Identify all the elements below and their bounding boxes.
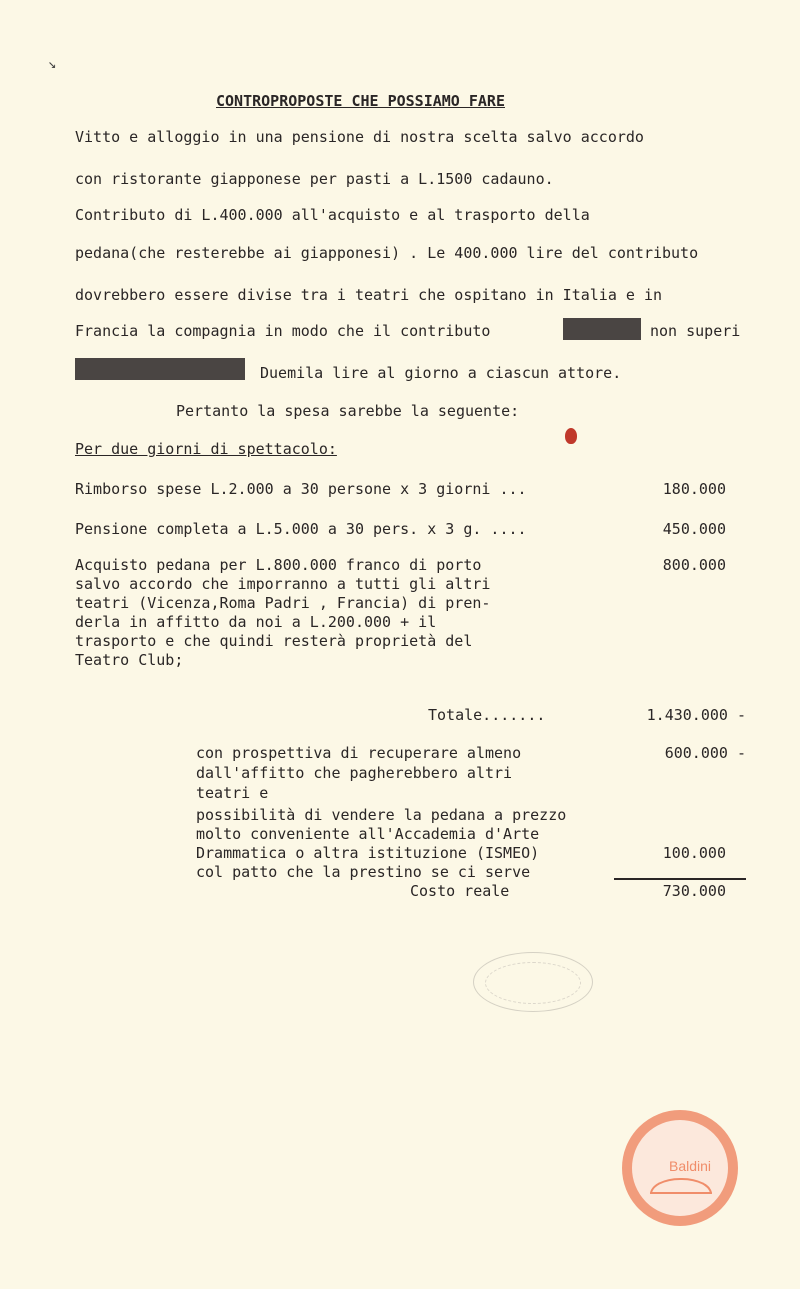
document-title: CONTROPROPOSTE CHE POSSIAMO FARE <box>216 92 505 110</box>
total-label: Totale....... <box>428 706 546 724</box>
paragraph-line: Duemila lire al giorno a ciascun attore. <box>260 364 622 382</box>
paragraph-line: Contributo di L.400.000 all'acquisto e al trasporto della <box>75 206 590 224</box>
purchase-line: trasporto e che quindi resterà proprietà del <box>75 632 473 650</box>
final-amount: 730.000 <box>662 882 726 900</box>
stamp-inner-outline <box>485 962 581 1004</box>
paragraph-line: Vitto e alloggio in una pensione di nostra scelta salvo accordo <box>75 128 644 146</box>
recovery-line: con prospettiva di recuperare almeno <box>196 744 522 762</box>
paragraph-line: non superi <box>650 322 741 340</box>
purchase-line: teatri (Vicenza,Roma Padri , Francia) di pren- <box>75 594 491 612</box>
item-text: Pensione completa a L.5.000 a 30 pers. x 3 g. .... <box>75 520 527 538</box>
final-label: Costo reale <box>410 882 510 900</box>
purchase-line: derla in affitto da noi a L.200.000 + il <box>75 613 437 631</box>
total-rule <box>614 878 746 880</box>
recovery-line: Drammatica o altra istituzione (ISMEO) <box>196 844 540 862</box>
recovery-amount: 600.000 - <box>664 744 746 762</box>
total-amount: 1.430.000 - <box>646 706 746 724</box>
paragraph-line: dovrebbero essere divise tra i teatri che ospitano in Italia e in <box>75 286 662 304</box>
purchase-amount: 800.000 <box>662 556 726 574</box>
red-dot-mark <box>565 428 577 444</box>
logo-text: Baldini <box>668 1158 712 1174</box>
item-amount: 180.000 <box>662 480 726 498</box>
subheading: Per due giorni di spettacolo: <box>75 440 337 458</box>
purchase-line: Teatro Club; <box>75 651 184 669</box>
recovery-line: teatri e <box>196 784 269 802</box>
recovery-amount: 100.000 <box>662 844 726 862</box>
purchase-line: Acquisto pedana per L.800.000 franco di porto <box>75 556 482 574</box>
corner-mark: ↘ <box>48 56 57 72</box>
paragraph-line: Francia la compagnia in modo che il contributo <box>75 322 491 340</box>
redaction-mark <box>75 358 245 380</box>
item-amount: 450.000 <box>662 520 726 538</box>
recovery-line: dall'affitto che pagherebbero altri <box>196 764 513 782</box>
intro-line: Pertanto la spesa sarebbe la seguente: <box>176 402 520 420</box>
recovery-line: molto conveniente all'Accademia d'Arte <box>196 825 540 843</box>
redaction-mark <box>563 318 641 340</box>
recovery-line: col patto che la prestino se ci serve <box>196 863 531 881</box>
paragraph-line: con ristorante giapponese per pasti a L.1500 cadauno. <box>75 170 554 188</box>
purchase-line: salvo accordo che imporranno a tutti gli altri <box>75 575 491 593</box>
paragraph-line: pedana(che resterebbe ai giapponesi) . Le 400.000 lire del contributo <box>75 244 699 262</box>
recovery-line: possibilità di vendere la pedana a prezzo <box>196 806 567 824</box>
item-text: Rimborso spese L.2.000 a 30 persone x 3 giorni ... <box>75 480 527 498</box>
